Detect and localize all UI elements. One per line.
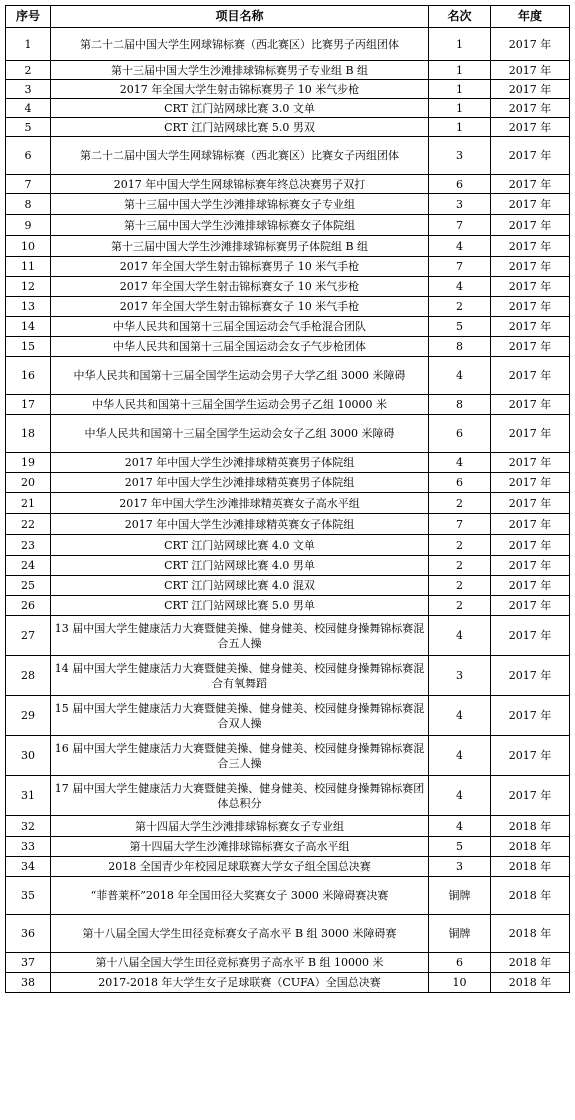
- table-row: [6, 915, 570, 953]
- name-cell: 17 届中国大学生健康活力大赛暨健美操、健身健美、校园健身操舞锦标赛团体总积分: [51, 776, 429, 816]
- name-cell: 第十四届大学生沙滩排球锦标赛女子高水平组: [51, 837, 429, 857]
- seq-cell: 26: [6, 596, 51, 616]
- seq-cell: 24: [6, 556, 51, 576]
- name-cell: 2017 年中国大学生沙滩排球精英赛女子体院组: [51, 514, 429, 535]
- rank-cell: 1: [429, 61, 491, 80]
- table-row: [6, 257, 570, 277]
- seq-cell: 34: [6, 857, 51, 877]
- rank-cell: 4: [429, 736, 491, 776]
- rank-cell: 3: [429, 194, 491, 215]
- rank-cell: 2: [429, 535, 491, 556]
- seq-cell: 17: [6, 395, 51, 415]
- year-cell: 2017 年: [491, 317, 570, 337]
- table-row: [6, 696, 570, 736]
- name-cell: 2017 年中国大学生沙滩排球精英赛女子高水平组: [51, 493, 429, 514]
- year-cell: 2018 年: [491, 953, 570, 973]
- table-row: [6, 576, 570, 596]
- table-row: [6, 837, 570, 857]
- seq-cell: 12: [6, 277, 51, 297]
- name-cell: 第十八届全国大学生田径竞标赛女子高水平 B 组 3000 米障碍赛: [51, 915, 429, 953]
- seq-cell: 7: [6, 175, 51, 194]
- name-cell: 16 届中国大学生健康活力大赛暨健美操、健身健美、校园健身操舞锦标赛混合三人操: [51, 736, 429, 776]
- rank-cell: 2: [429, 493, 491, 514]
- table-row: [6, 175, 570, 194]
- table-row: [6, 297, 570, 317]
- year-cell: 2017 年: [491, 493, 570, 514]
- rank-cell: 铜牌: [429, 915, 491, 953]
- name-cell: 第十三届中国大学生沙滩排球锦标赛男子体院组 B 组: [51, 236, 429, 257]
- seq-cell: 4: [6, 99, 51, 118]
- year-cell: 2017 年: [491, 395, 570, 415]
- seq-cell: 2: [6, 61, 51, 80]
- rank-cell: 8: [429, 337, 491, 357]
- name-cell: 13 届中国大学生健康活力大赛暨健美操、健身健美、校园健身操舞锦标赛混合五人操: [51, 616, 429, 656]
- name-cell: 2018 全国青少年校园足球联赛大学女子组全国总决赛: [51, 857, 429, 877]
- seq-cell: 19: [6, 453, 51, 473]
- name-cell: CRT 江门站网球比赛 4.0 混双: [51, 576, 429, 596]
- year-cell: 2017 年: [491, 61, 570, 80]
- header-row: [6, 6, 570, 28]
- seq-cell: 3: [6, 80, 51, 99]
- name-cell: 第十三届中国大学生沙滩排球锦标赛男子专业组 B 组: [51, 61, 429, 80]
- year-cell: 2017 年: [491, 277, 570, 297]
- rank-cell: 铜牌: [429, 877, 491, 915]
- year-cell: 2017 年: [491, 556, 570, 576]
- rank-cell: 10: [429, 973, 491, 993]
- name-cell: 第二十二届中国大学生网球锦标赛（西北赛区）比赛男子丙组团体: [51, 28, 429, 61]
- seq-cell: 18: [6, 415, 51, 453]
- rank-cell: 1: [429, 118, 491, 137]
- rank-cell: 2: [429, 576, 491, 596]
- table-row: [6, 616, 570, 656]
- seq-cell: 29: [6, 696, 51, 736]
- year-cell: 2017 年: [491, 194, 570, 215]
- table-row: [6, 736, 570, 776]
- name-cell: CRT 江门站网球比赛 4.0 文单: [51, 535, 429, 556]
- table-row: [6, 215, 570, 236]
- name-cell: 第十三届中国大学生沙滩排球锦标赛女子体院组: [51, 215, 429, 236]
- year-cell: 2018 年: [491, 877, 570, 915]
- name-cell: CRT 江门站网球比赛 5.0 男双: [51, 118, 429, 137]
- name-cell: 2017 年全国大学生射击锦标赛女子 10 米气步枪: [51, 277, 429, 297]
- year-cell: 2017 年: [491, 473, 570, 493]
- rank-cell: 4: [429, 453, 491, 473]
- year-cell: 2017 年: [491, 576, 570, 596]
- table-row: [6, 473, 570, 493]
- table-row: [6, 236, 570, 257]
- rank-cell: 6: [429, 415, 491, 453]
- name-cell: 第十八届全国大学生田径竞标赛男子高水平 B 组 10000 米: [51, 953, 429, 973]
- seq-cell: 16: [6, 357, 51, 395]
- year-cell: 2017 年: [491, 415, 570, 453]
- table-row: [6, 61, 570, 80]
- name-cell: 2017 年全国大学生射击锦标赛女子 10 米气手枪: [51, 297, 429, 317]
- seq-cell: 1: [6, 28, 51, 61]
- table-row: [6, 877, 570, 915]
- year-cell: 2017 年: [491, 337, 570, 357]
- header-name: 项目名称: [51, 6, 429, 28]
- awards-table: [5, 5, 570, 993]
- year-cell: 2017 年: [491, 736, 570, 776]
- table-row: [6, 535, 570, 556]
- year-cell: 2017 年: [491, 596, 570, 616]
- name-cell: CRT 江门站网球比赛 4.0 男单: [51, 556, 429, 576]
- table-row: [6, 776, 570, 816]
- year-cell: 2018 年: [491, 973, 570, 993]
- header-year: 年度: [491, 6, 570, 28]
- name-cell: 2017 年中国大学生沙滩排球精英赛男子体院组: [51, 453, 429, 473]
- year-cell: 2018 年: [491, 915, 570, 953]
- name-cell: 15 届中国大学生健康活力大赛暨健美操、健身健美、校园健身操舞锦标赛混合双人操: [51, 696, 429, 736]
- rank-cell: 6: [429, 473, 491, 493]
- year-cell: 2017 年: [491, 175, 570, 194]
- table-row: [6, 415, 570, 453]
- rank-cell: 6: [429, 175, 491, 194]
- name-cell: 中华人民共和国第十三届全国运动会气手枪混合团队: [51, 317, 429, 337]
- name-cell: 中华人民共和国第十三届全国学生运动会男子大学乙组 3000 米障碍: [51, 357, 429, 395]
- table-row: [6, 337, 570, 357]
- table-row: [6, 194, 570, 215]
- name-cell: 第十三届中国大学生沙滩排球锦标赛女子专业组: [51, 194, 429, 215]
- table-row: [6, 453, 570, 473]
- seq-cell: 6: [6, 137, 51, 175]
- seq-cell: 15: [6, 337, 51, 357]
- rank-cell: 7: [429, 514, 491, 535]
- seq-cell: 8: [6, 194, 51, 215]
- year-cell: 2017 年: [491, 80, 570, 99]
- year-cell: 2017 年: [491, 776, 570, 816]
- seq-cell: 25: [6, 576, 51, 596]
- table-row: [6, 596, 570, 616]
- table-row: [6, 514, 570, 535]
- table-row: [6, 973, 570, 993]
- name-cell: 第十四届大学生沙滩排球锦标赛女子专业组: [51, 816, 429, 837]
- seq-cell: 28: [6, 656, 51, 696]
- rank-cell: 4: [429, 696, 491, 736]
- year-cell: 2017 年: [491, 137, 570, 175]
- rank-cell: 1: [429, 28, 491, 61]
- rank-cell: 1: [429, 99, 491, 118]
- year-cell: 2018 年: [491, 857, 570, 877]
- table-row: [6, 317, 570, 337]
- table-row: [6, 656, 570, 696]
- year-cell: 2017 年: [491, 236, 570, 257]
- table-row: [6, 80, 570, 99]
- rank-cell: 1: [429, 80, 491, 99]
- year-cell: 2017 年: [491, 656, 570, 696]
- table-row: [6, 816, 570, 837]
- table-row: [6, 357, 570, 395]
- name-cell: 中华人民共和国第十三届全国学生运动会女子乙组 3000 米障碍: [51, 415, 429, 453]
- rank-cell: 2: [429, 556, 491, 576]
- year-cell: 2018 年: [491, 837, 570, 857]
- table-body: [6, 28, 570, 993]
- seq-cell: 36: [6, 915, 51, 953]
- rank-cell: 4: [429, 816, 491, 837]
- rank-cell: 5: [429, 837, 491, 857]
- table-row: [6, 277, 570, 297]
- name-cell: “菲普莱杯”2018 年全国田径大奖赛女子 3000 米障碍赛决赛: [51, 877, 429, 915]
- seq-cell: 21: [6, 493, 51, 514]
- seq-cell: 37: [6, 953, 51, 973]
- seq-cell: 27: [6, 616, 51, 656]
- year-cell: 2017 年: [491, 514, 570, 535]
- seq-cell: 14: [6, 317, 51, 337]
- seq-cell: 11: [6, 257, 51, 277]
- seq-cell: 13: [6, 297, 51, 317]
- rank-cell: 3: [429, 137, 491, 175]
- seq-cell: 35: [6, 877, 51, 915]
- rank-cell: 5: [429, 317, 491, 337]
- table-row: [6, 118, 570, 137]
- seq-cell: 33: [6, 837, 51, 857]
- rank-cell: 6: [429, 953, 491, 973]
- header-rank: 名次: [429, 6, 491, 28]
- year-cell: 2017 年: [491, 453, 570, 473]
- table-row: [6, 137, 570, 175]
- table-row: [6, 857, 570, 877]
- table-row: [6, 395, 570, 415]
- table-row: [6, 493, 570, 514]
- rank-cell: 2: [429, 596, 491, 616]
- rank-cell: 4: [429, 236, 491, 257]
- table-row: [6, 556, 570, 576]
- seq-cell: 22: [6, 514, 51, 535]
- seq-cell: 32: [6, 816, 51, 837]
- name-cell: 2017 年全国大学生射击锦标赛男子 10 米气手枪: [51, 257, 429, 277]
- year-cell: 2017 年: [491, 99, 570, 118]
- name-cell: CRT 江门站网球比赛 3.0 文单: [51, 99, 429, 118]
- header-seq: 序号: [6, 6, 51, 28]
- year-cell: 2017 年: [491, 616, 570, 656]
- year-cell: 2017 年: [491, 696, 570, 736]
- name-cell: CRT 江门站网球比赛 5.0 男单: [51, 596, 429, 616]
- year-cell: 2017 年: [491, 257, 570, 277]
- name-cell: 2017-2018 年大学生女子足球联赛（CUFA）全国总决赛: [51, 973, 429, 993]
- name-cell: 14 届中国大学生健康活力大赛暨健美操、健身健美、校园健身操舞锦标赛混合有氧舞蹈: [51, 656, 429, 696]
- seq-cell: 31: [6, 776, 51, 816]
- name-cell: 2017 年中国大学生网球锦标赛年终总决赛男子双打: [51, 175, 429, 194]
- seq-cell: 10: [6, 236, 51, 257]
- rank-cell: 7: [429, 215, 491, 236]
- rank-cell: 3: [429, 857, 491, 877]
- seq-cell: 9: [6, 215, 51, 236]
- year-cell: 2017 年: [491, 215, 570, 236]
- year-cell: 2017 年: [491, 28, 570, 61]
- name-cell: 2017 年中国大学生沙滩排球精英赛男子体院组: [51, 473, 429, 493]
- rank-cell: 4: [429, 277, 491, 297]
- rank-cell: 4: [429, 776, 491, 816]
- table-row: [6, 953, 570, 973]
- seq-cell: 20: [6, 473, 51, 493]
- year-cell: 2017 年: [491, 357, 570, 395]
- rank-cell: 7: [429, 257, 491, 277]
- year-cell: 2017 年: [491, 118, 570, 137]
- year-cell: 2017 年: [491, 297, 570, 317]
- year-cell: 2017 年: [491, 535, 570, 556]
- name-cell: 中华人民共和国第十三届全国学生运动会男子乙组 10000 米: [51, 395, 429, 415]
- name-cell: 2017 年全国大学生射击锦标赛男子 10 米气步枪: [51, 80, 429, 99]
- seq-cell: 23: [6, 535, 51, 556]
- table-row: [6, 28, 570, 61]
- name-cell: 中华人民共和国第十三届全国运动会女子气步枪团体: [51, 337, 429, 357]
- table-row: [6, 99, 570, 118]
- rank-cell: 4: [429, 616, 491, 656]
- seq-cell: 5: [6, 118, 51, 137]
- seq-cell: 38: [6, 973, 51, 993]
- name-cell: 第二十二届中国大学生网球锦标赛（西北赛区）比赛女子丙组团体: [51, 137, 429, 175]
- rank-cell: 3: [429, 656, 491, 696]
- year-cell: 2018 年: [491, 816, 570, 837]
- rank-cell: 8: [429, 395, 491, 415]
- rank-cell: 4: [429, 357, 491, 395]
- rank-cell: 2: [429, 297, 491, 317]
- seq-cell: 30: [6, 736, 51, 776]
